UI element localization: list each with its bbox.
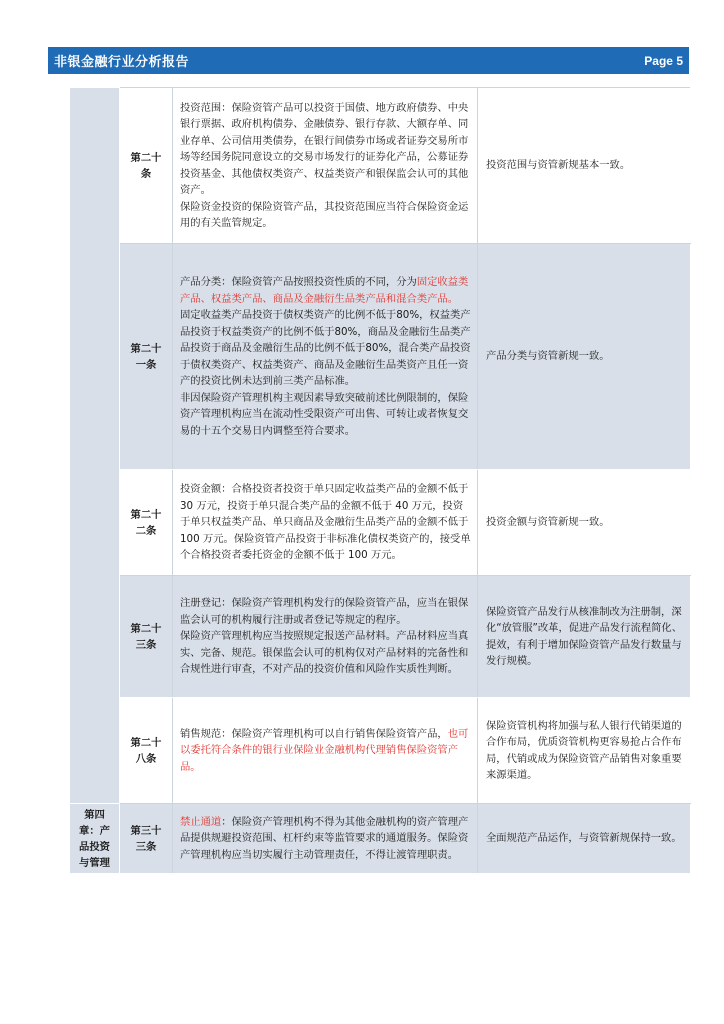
provision-content-cell (173, 470, 478, 576)
chapter-label: 第四章：产品投资与管理 (79, 808, 110, 869)
comment-text: 投资范围与资管新规基本一致。 (486, 159, 631, 172)
article-label: 第二十条 (130, 151, 162, 180)
article-label: 第二十三条 (130, 622, 162, 651)
provision-text: 投资范围：保险资管产品可以投资于国债、地方政府债券、中央银行票据、政府机构债券、金融债券、银行存款、大额存单、同业存单、公司信用类债券，在银行间债券市场或者证券交易所市场等经国务院同意设立的交易市场发行的证券化产品，公募证券投资基金、其他债权类资产、权益类资产和银保监会认可的其他资产。 (180, 101, 469, 196)
article-cell (120, 88, 173, 244)
article-label: 第二十一条 (130, 342, 162, 371)
table-row (70, 576, 691, 698)
highlighted-text: 也可以委托符合条件的银行业保险业金融机构代理销售保险资管产品。 (180, 727, 469, 773)
comment-text: 投资金额与资管新规一致。 (486, 516, 610, 529)
provision-paragraph (180, 274, 471, 307)
chapter-cell (70, 88, 120, 804)
comment-text: 保险资管产品发行从核准制改为注册制，深化“放管服”改革，促进产品发行流程简化、提效，有利于增加保险资管产品发行数量与发行规模。 (486, 605, 683, 667)
table-row (70, 804, 691, 874)
comment-cell (478, 804, 691, 874)
report-title: 非银金融行业分析报告 (54, 55, 190, 70)
provision-text: ：保险资产管理机构不得为其他金融机构的资产管理产品提供规避投资范围、杠杆约束等监管要求的通道服务。保险资产管理机构应当切实履行主动管理责任，不得让渡管理职责。 (180, 815, 469, 861)
article-label: 第二十八条 (130, 736, 162, 765)
provision-text: 注册登记：保险资产管理机构发行的保险资管产品，应当在银保监会认可的机构履行注册或者登记等规定的程序。 (180, 597, 469, 626)
article-label: 第三十三条 (130, 824, 162, 853)
provision-paragraph (180, 100, 471, 199)
comment-cell (478, 88, 691, 244)
provision-content-cell (173, 244, 478, 470)
comment-cell (478, 244, 691, 470)
provision-content-cell (173, 88, 478, 244)
provision-paragraph (180, 307, 471, 390)
report-header-bar (48, 47, 689, 74)
table-row (70, 470, 691, 576)
table-row (70, 244, 691, 470)
provision-text: 保险资金投资的保险资管产品，其投资范围应当符合保险资金运用的有关监管规定。 (180, 200, 469, 229)
article-cell (120, 470, 173, 576)
provision-content-cell (173, 698, 478, 804)
provision-text: 非因保险资产管理机构主观因素导致突破前述比例限制的，保险资产管理机构应当在流动性受限资产可出售、可转让或者恢复交易的十五个交易日内调整至符合要求。 (180, 391, 469, 437)
comment-text: 保险资管机构将加强与私人银行代销渠道的合作布局，优质资管机构更容易抢占合作布局，代销或成为保险资管产品销售对象重要来源渠道。 (486, 719, 682, 781)
table-row (70, 698, 691, 804)
article-cell (120, 244, 173, 470)
article-cell (120, 698, 173, 804)
provision-paragraph (180, 628, 471, 678)
article-cell (120, 576, 173, 698)
chapter-cell (70, 804, 120, 874)
provision-content-cell (173, 576, 478, 698)
comment-text: 产品分类与资管新规一致。 (486, 350, 610, 363)
comment-cell (478, 698, 691, 804)
provision-text: 产品分类：保险资管产品按照投资性质的不同，分为 (180, 276, 417, 288)
table-body (70, 88, 691, 874)
provision-text: 固定收益类产品投资于债权类资产的比例不低于80%，权益类产品投资于权益类资产的比例不低于80%，商品及金融衍生品类产品投资于商品及金融衍生品的比例不低于80%，混合类产品投资于债权类资产、权益类资产、商品及金融衍生品类资产且任一资产的投资比例未达到前三类产品标准。 (180, 309, 471, 387)
provision-paragraph (180, 481, 471, 564)
comment-text: 全面规范产品运作，与资管新规保持一致。 (486, 832, 682, 845)
provision-text: 保险资产管理机构应当按照规定报送产品材料。产品材料应当真实、完备、规范。银保监会认可的机构仅对产品材料的完备性和合规性进行审查，不对产品的投资价值和风险作实质性判断。 (180, 630, 469, 676)
provision-text: 投资金额：合格投资者投资于单只固定收益类产品的金额不低于 30 万元，投资于单只混合类产品的金额不低于 40 万元，投资于单只权益类产品、单只商品及金融衍生品类产品的金额不低于 100 万元。保险资管产品投资于非标准化债权类资产的，接受单个合格投资者委托资金的金额不低于 100 万元。 (180, 483, 471, 562)
regulation-comparison-table (69, 87, 690, 874)
provision-paragraph (180, 390, 471, 440)
comment-cell (478, 470, 691, 576)
page-number: Page 5 (644, 53, 683, 68)
provision-text: 销售规范：保险资产管理机构可以自行销售保险资管产品， (180, 727, 448, 740)
table-row (70, 88, 691, 244)
provision-paragraph (180, 199, 471, 232)
article-cell (120, 804, 173, 874)
highlighted-text: 禁止通道 (180, 815, 222, 828)
article-label: 第二十二条 (130, 508, 162, 537)
highlighted-text: 固定收益类产品、权益类产品、商品及金融衍生品类产品和混合类产品。 (180, 276, 469, 305)
provision-paragraph (180, 595, 471, 628)
provision-paragraph (180, 726, 471, 776)
comment-cell (478, 576, 691, 698)
provision-content-cell (173, 804, 478, 874)
table (69, 87, 691, 874)
provision-paragraph (180, 814, 471, 864)
